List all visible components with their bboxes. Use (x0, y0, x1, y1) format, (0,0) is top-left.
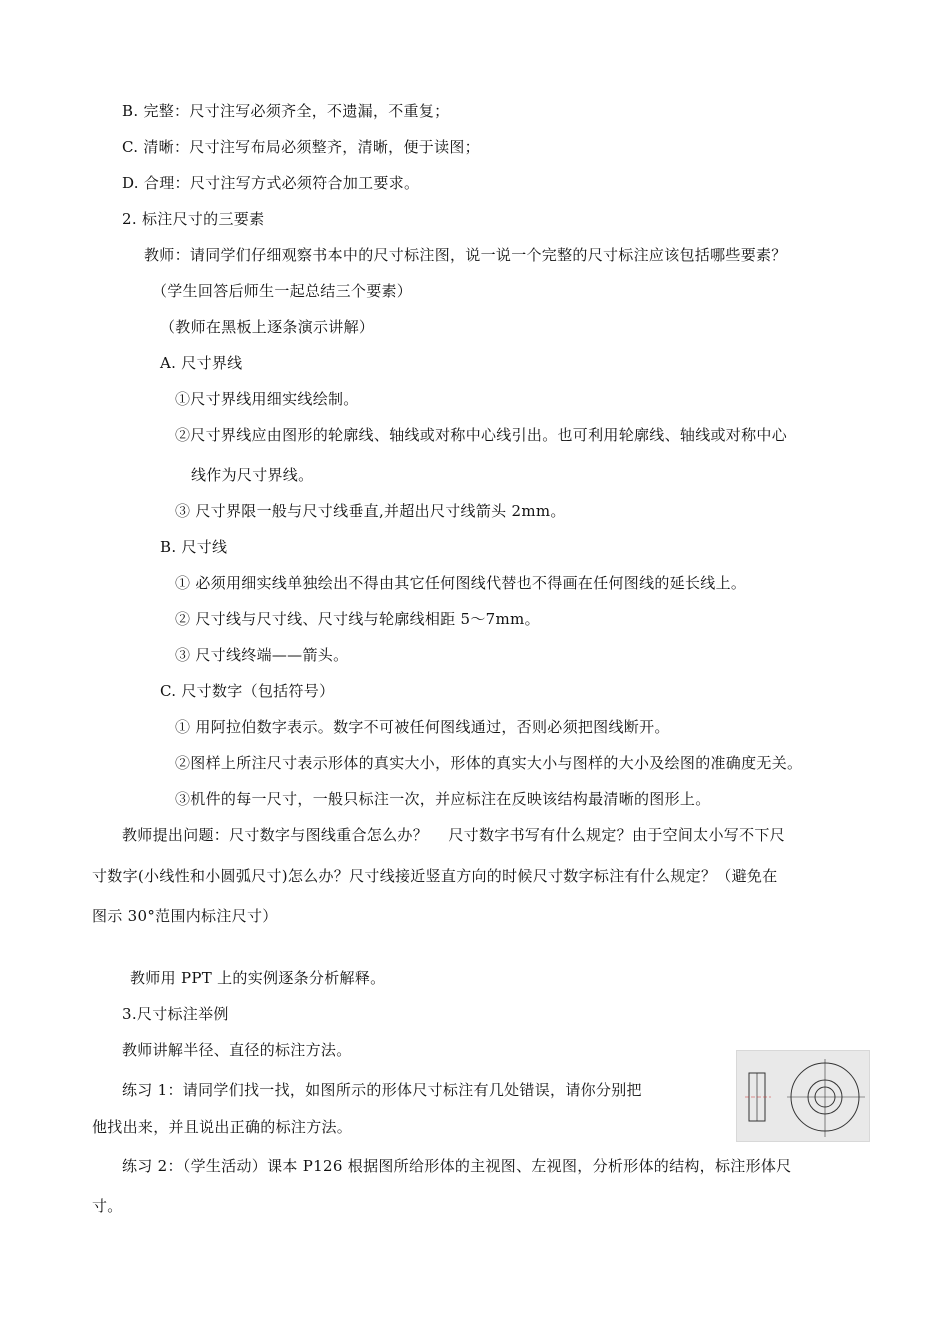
text-line-b-complete: B. 完整：尺寸注写必须齐全，不遗漏，不重复； (122, 102, 450, 120)
teacher-problem-line-2: 寸数字(小线性和小圆弧尺寸)怎么办？尺寸线接近竖直方向的时候尺寸数字标注有什么规定？（避免在 (92, 867, 778, 885)
teacher-ppt-note: 教师用 PPT 上的实例逐条分析解释。 (130, 969, 386, 987)
exercise-2-line-2: 寸。 (92, 1197, 123, 1215)
text-line-c-clear: C. 清晰：尺寸注写布局必须整齐，清晰，便于读图； (122, 138, 480, 156)
item-a2-continued: 线作为尺寸界线。 (191, 466, 314, 484)
subheading-c-dimension-number: C. 尺寸数字（包括符号） (160, 682, 335, 700)
teacher-question: 教师：请同学们仔细观察书本中的尺寸标注图，说一说一个完整的尺寸标注应该包括哪些要素？ (144, 246, 787, 264)
section-heading-2: 2. 标注尺寸的三要素 (122, 210, 265, 228)
teacher-problem-line-1: 教师提出问题：尺寸数字与图线重合怎么办？ 尺寸数字书写有什么规定？由于空间太小写不下尺 (122, 826, 785, 844)
item-b2: ② 尺寸线与尺寸线、尺寸线与轮廓线相距 5～7mm。 (175, 610, 540, 628)
text-line-d-reasonable: D. 合理：尺寸注写方式必须符合加工要求。 (122, 174, 420, 192)
dimension-drawing-icon (737, 1051, 869, 1141)
item-c2: ②图样上所注尺寸表示形体的真实大小，形体的真实大小与图样的大小及绘图的准确度无关。 (175, 754, 803, 772)
teacher-problem-line-3: 图示 30°范围内标注尺寸） (92, 907, 278, 925)
exercise-1-line-1: 练习 1：请同学们找一找，如图所示的形体尺寸标注有几处错误，请你分别把 (122, 1081, 642, 1099)
item-a2: ②尺寸界线应由图形的轮廓线、轴线或对称中心线引出。也可利用轮廓线、轴线或对称中心 (175, 426, 788, 444)
item-a3: ③ 尺寸界限一般与尺寸线垂直,并超出尺寸线箭头 2mm。 (175, 502, 566, 520)
teacher-radius-diameter: 教师讲解半径、直径的标注方法。 (122, 1041, 352, 1059)
section-heading-3: 3.尺寸标注举例 (122, 1005, 229, 1023)
item-b3: ③ 尺寸线终端——箭头。 (175, 646, 349, 664)
exercise-1-line-2: 他找出来，并且说出正确的标注方法。 (92, 1118, 353, 1136)
subheading-b-dimension-line: B. 尺寸线 (160, 538, 228, 556)
subheading-a-extension-line: A. 尺寸界线 (160, 354, 243, 372)
item-b1: ① 必须用细实线单独绘出不得由其它任何图线代替也不得画在任何图线的延长线上。 (175, 574, 747, 592)
teacher-demo-note: （教师在黑板上逐条演示讲解） (160, 318, 375, 336)
item-c1: ① 用阿拉伯数字表示。数字不可被任何图线通过，否则必须把图线断开。 (175, 718, 670, 736)
exercise-2-line-1: 练习 2：（学生活动）课本 P126 根据图所给形体的主视图、左视图，分析形体的结构，标注形体尺 (122, 1157, 792, 1175)
student-answer-note: （学生回答后师生一起总结三个要素） (152, 282, 413, 300)
item-a1: ①尺寸界线用细实线绘制。 (175, 390, 359, 408)
item-c3: ③机件的每一尺寸，一般只标注一次，并应标注在反映该结构最清晰的图形上。 (175, 790, 711, 808)
dimension-drawing-figure (736, 1050, 870, 1142)
